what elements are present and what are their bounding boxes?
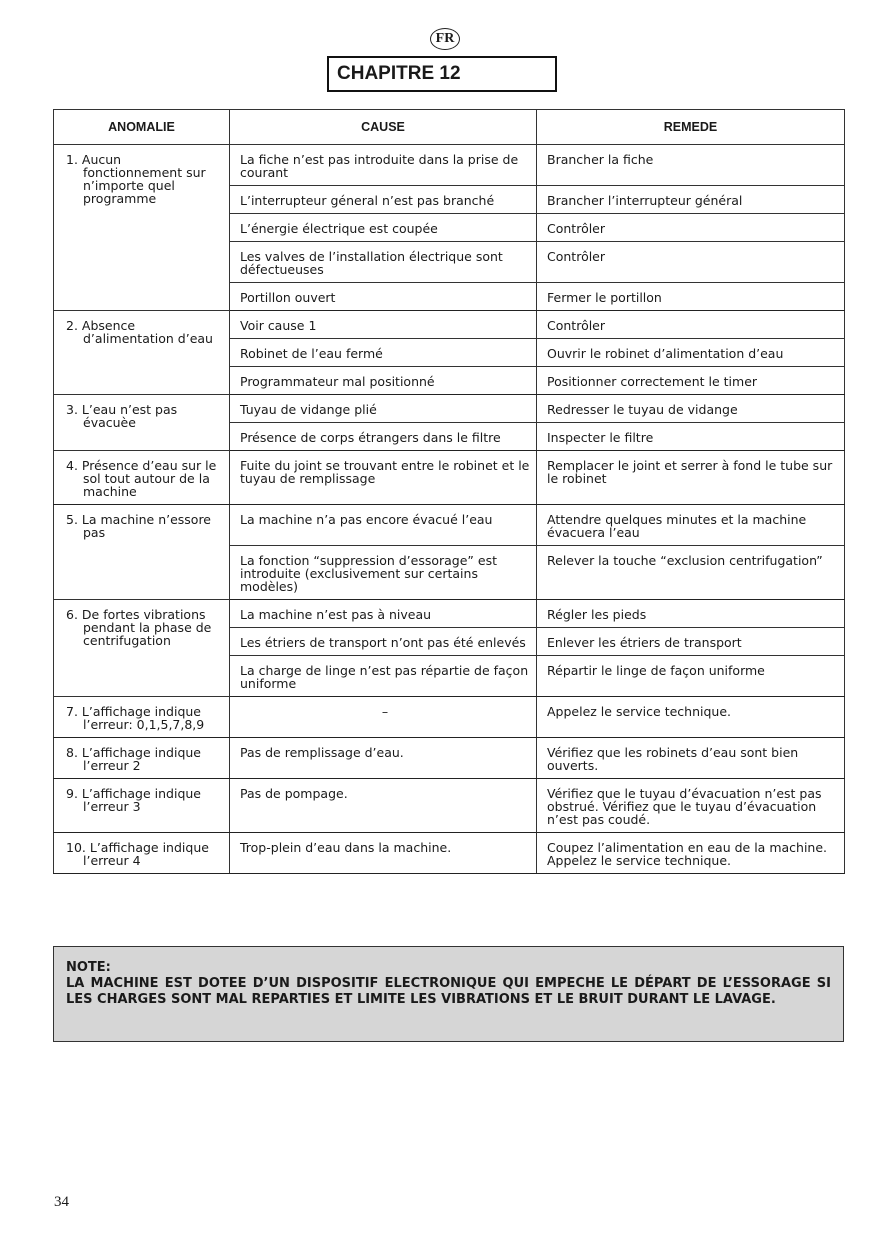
anomaly-text: 3. L’eau n’est pas évacuèe [66, 402, 178, 430]
cause-cell: – [230, 697, 537, 738]
remedy-cell: Positionner correctement le timer [537, 367, 845, 395]
table-row [54, 738, 845, 779]
cause-cell: Les étriers de transport n’ont pas été enlevés [230, 628, 537, 656]
remedy-cell: Régler les pieds [537, 600, 845, 628]
cause-cell: L’interrupteur géneral n’est pas branché [230, 186, 537, 214]
remedy-cell: Brancher l’interrupteur général [537, 186, 845, 214]
cause-cell: Pas de remplissage d’eau. [230, 738, 537, 779]
table-row [54, 505, 845, 546]
cause-cell: La fonction “suppression d’essorage” est introduite (exclusivement sur certains modèles) [230, 546, 537, 600]
anomaly-text: 5. La machine n’essore pas [66, 512, 212, 540]
anomaly-cell [54, 833, 230, 874]
cause-cell: Portillon ouvert [230, 283, 537, 311]
anomaly-cell [54, 697, 230, 738]
cause-cell: L’énergie électrique est coupée [230, 214, 537, 242]
remedy-cell: Vérifiez que les robinets d’eau sont bien ouverts. [537, 738, 845, 779]
note-title: NOTE: [66, 960, 111, 975]
anomaly-cell [54, 600, 230, 697]
anomaly-text: 7. L’affichage indique l’erreur: 0,1,5,7,8,9 [66, 704, 205, 732]
anomaly-text: 9. L’affichage indique l’erreur 3 [66, 786, 201, 814]
anomaly-text: 10. L’affichage indique l’erreur 4 [66, 840, 209, 868]
remedy-cell: Attendre quelques minutes et la machine évacuera l’eau [537, 505, 845, 546]
remedy-cell: Remplacer le joint et serrer à fond le tube sur le robinet [537, 451, 845, 505]
remedy-cell: Brancher la fiche [537, 145, 845, 186]
remedy-cell: Coupez l’alimentation en eau de la machine. Appelez le service technique. [537, 833, 845, 874]
page-number: 34 [54, 1194, 69, 1210]
remedy-cell: Ouvrir le robinet d’alimentation d’eau [537, 339, 845, 367]
cause-cell: Robinet de l’eau fermé [230, 339, 537, 367]
troubleshooting-table [53, 109, 845, 874]
language-badge: FR [430, 28, 460, 50]
anomaly-text: 1. Aucun fonctionnement sur n’importe quel programme [66, 152, 206, 206]
table-row [54, 395, 845, 423]
anomaly-text: 8. L’affichage indique l’erreur 2 [66, 745, 201, 773]
cause-cell: Programmateur mal positionné [230, 367, 537, 395]
remedy-cell: Contrôler [537, 214, 845, 242]
remedy-cell: Répartir le linge de façon uniforme [537, 656, 845, 697]
cause-cell: Fuite du joint se trouvant entre le robinet et le tuyau de remplissage [230, 451, 537, 505]
remedy-cell: Enlever les étriers de transport [537, 628, 845, 656]
cause-cell: Voir cause 1 [230, 311, 537, 339]
column-header-remede: REMEDE [537, 110, 845, 145]
anomaly-cell [54, 738, 230, 779]
table-row [54, 311, 845, 339]
anomaly-cell [54, 395, 230, 451]
cause-cell: La machine n’est pas à niveau [230, 600, 537, 628]
anomaly-text: 6. De fortes vibrations pendant la phase de centrifugation [66, 607, 212, 648]
remedy-cell: Contrôler [537, 242, 845, 283]
anomaly-text: 4. Présence d’eau sur le sol tout autour de la machine [66, 458, 217, 499]
anomaly-cell [54, 779, 230, 833]
table-row [54, 779, 845, 833]
table-row [54, 833, 845, 874]
remedy-cell: Fermer le portillon [537, 283, 845, 311]
table-row [54, 451, 845, 505]
cause-cell: Trop-plein d’eau dans la machine. [230, 833, 537, 874]
table-row [54, 600, 845, 628]
note-text: LA MACHINE EST DOTEE D’UN DISPOSITIF ELECTRONIQUE QUI EMPECHE LE DÉPART DE L’ESSORAGE SI LES CHARGES SONT MAL REPARTIES ET LIMITE LES VIBRATIONS ET LE BRUIT DURANT LE LAVAGE. [66, 976, 831, 1007]
anomaly-cell [54, 311, 230, 395]
remedy-cell: Appelez le service technique. [537, 697, 845, 738]
table-header-row [54, 110, 845, 145]
anomaly-cell [54, 505, 230, 600]
cause-cell: Tuyau de vidange plié [230, 395, 537, 423]
remedy-cell: Vérifiez que le tuyau d’évacuation n’est pas obstrué. Vérifiez que le tuyau d’évacuation n’est pas coudé. [537, 779, 845, 833]
cause-cell: Les valves de l’installation électrique sont défectueuses [230, 242, 537, 283]
anomaly-text: 2. Absence d’alimentation d’eau [66, 318, 213, 346]
remedy-cell: Contrôler [537, 311, 845, 339]
column-header-anomalie: ANOMALIE [54, 110, 230, 145]
chapter-title: CHAPITRE 12 [327, 56, 557, 92]
cause-cell: La machine n’a pas encore évacué l’eau [230, 505, 537, 546]
remedy-cell: Inspecter le filtre [537, 423, 845, 451]
cause-cell: La charge de linge n’est pas répartie de façon uniforme [230, 656, 537, 697]
note-box [53, 946, 844, 1042]
table-row [54, 697, 845, 738]
remedy-cell: Redresser le tuyau de vidange [537, 395, 845, 423]
table-body [54, 145, 845, 874]
cause-cell: Présence de corps étrangers dans le filtre [230, 423, 537, 451]
cause-cell: La fiche n’est pas introduite dans la prise de courant [230, 145, 537, 186]
table-row [54, 145, 845, 186]
cause-cell: Pas de pompage. [230, 779, 537, 833]
column-header-cause: CAUSE [230, 110, 537, 145]
anomaly-cell [54, 451, 230, 505]
remedy-cell: Relever la touche “exclusion centrifugation” [537, 546, 845, 600]
anomaly-cell [54, 145, 230, 311]
